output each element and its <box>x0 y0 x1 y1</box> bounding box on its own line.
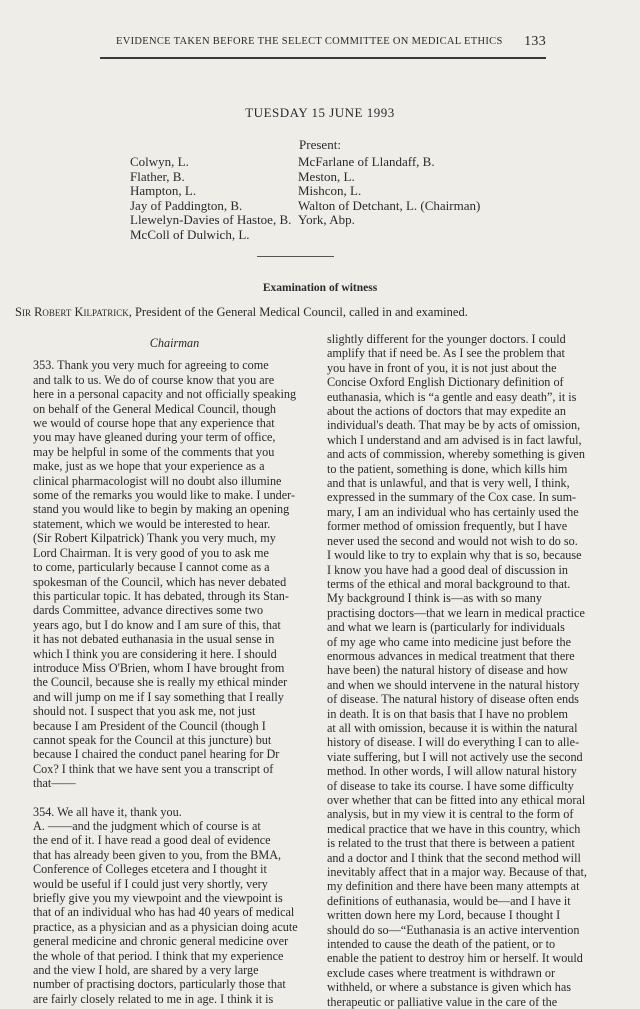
text-line: and the view I hold, are shared by a very large <box>33 963 259 978</box>
text-line: individual's death. That may be by acts of omission, <box>327 418 581 433</box>
member-name: Meston, L. <box>298 168 355 184</box>
text-line: Lord Chairman. It is very good of you to ask me <box>33 545 269 560</box>
text-line: stand you would like to begin by making an opening <box>33 502 290 517</box>
text-line: euthanasia, which is “a gentle and easy death”, it is <box>327 389 577 404</box>
text-line: 354. We all have it, thank you. <box>33 804 182 819</box>
text-line: I would like to try to explain why that is so, because <box>327 548 582 563</box>
session-date: TUESDAY 15 JUNE 1993 <box>245 105 395 120</box>
text-line: enormous advances in medical treatment that there <box>327 648 575 663</box>
text-line: viate suffering, but I will not actively use the second <box>327 749 583 764</box>
text-line: at all with omission, because it is within the natural <box>327 720 578 735</box>
text-line: of disease. The natural history of disease often ends <box>327 692 579 707</box>
text-line: dards Committee, advance directives some two <box>33 603 264 618</box>
witness-description: , President of the General Medical Council, called in and examined. <box>128 305 468 319</box>
witness-name: Sir Robert Kilpatrick <box>15 305 129 319</box>
text-line: that of an individual who has had 40 years of medical <box>33 905 295 920</box>
text-line: Cox? I think that we have sent you a transcript of <box>33 761 274 776</box>
text-line: spokesman of the Council, which has never debated <box>33 574 287 589</box>
question-354 <box>33 805 316 819</box>
text-line: some of the remarks you would like to make. I under- <box>33 488 296 503</box>
text-line: intended to cause the death of the patient, or to <box>327 937 556 952</box>
text-line: number of practising doctors, particularly those that <box>33 977 286 992</box>
text-line: you may have gleaned during your term of office, <box>33 430 276 445</box>
header-rule <box>100 57 546 59</box>
text-line: the end of it. I have read a good deal of evidence <box>33 833 271 848</box>
text-line: may be helpful in some of the comments that you <box>33 444 275 459</box>
answer-353 <box>33 531 316 790</box>
text-line: introduce Miss O'Brien, whom I have brought from <box>33 660 285 675</box>
text-line: enable the patient to destroy him or herself. It would <box>327 951 583 966</box>
text-line: years ago, but I do know and I am sure of this, that <box>33 617 281 632</box>
member-name: Mishcon, L. <box>298 183 362 199</box>
witness-line <box>15 305 635 320</box>
text-line: of disease to take its course. I have some difficulty <box>327 778 574 793</box>
right-column <box>327 332 610 1009</box>
text-line: analysis, but in my view it is central to the form of <box>327 807 574 822</box>
text-line: My background I think is—as with so many <box>327 591 542 606</box>
text-line: my definition and there have been many attempts at <box>327 879 580 894</box>
text-line: cannot speak for the Council at this juncture) but <box>33 732 272 747</box>
text-line: it has not debated euthanasia in the usual sense in <box>33 632 275 647</box>
member-name: Colwyn, L. <box>130 154 189 169</box>
text-line: exclude cases where treatment is withdrawn or <box>327 965 556 980</box>
running-title: EVIDENCE TAKEN BEFORE THE SELECT COMMITTEE ON MEDICAL ETHICS <box>116 36 503 47</box>
question-353 <box>33 358 316 531</box>
text-line: which I think you are considering it here. I should <box>33 646 277 661</box>
text-line: A. ——and the judgment which of course is at <box>33 819 261 833</box>
text-line: practising doctors—that we learn in medical practice <box>327 605 585 620</box>
member-name: Jay of Paddington, B. <box>130 197 243 213</box>
member-name: Flather, B. <box>130 168 185 184</box>
text-line: and when we should intervene in the natural history <box>327 677 580 692</box>
text-line: have been) the natural history of disease and how <box>327 663 568 678</box>
text-line: therapeutic or palliative value in the care of the <box>327 994 558 1009</box>
text-line: clinical pharmacologist will no doubt also illumine <box>33 473 282 488</box>
left-column <box>33 330 316 1006</box>
text-line: amplify that if need be. As I see the problem that <box>327 346 565 361</box>
text-line: Conference of Colleges etcetera and I thought it <box>33 862 267 877</box>
text-line: and a doctor and I think that the second method will <box>327 850 581 865</box>
text-line: which I understand and am advised is in fact lawful, <box>327 432 582 447</box>
text-line: withheld, or where a substance is given which has <box>327 980 572 995</box>
member-name: Llewelyn-Davies of Hastoe, B. <box>130 212 292 228</box>
text-line: to the patient, something is done, which kills him <box>327 461 568 476</box>
text-line: history of disease. I will do everything I can to alle- <box>327 735 580 750</box>
text-line: that has already been given to you, from the BMA, <box>33 847 282 862</box>
text-line: the Council, because she is really my ethical minder <box>33 675 288 690</box>
text-line: statement, which we would be interested to hear. <box>33 516 271 531</box>
examination-title: Examination of witness <box>262 282 378 294</box>
text-line: over whether that can be fitted into any ethical moral <box>327 793 586 807</box>
member-name: McFarlane of Llandaff, B. <box>298 154 435 169</box>
text-line: in death. It is on that basis that I have no problem <box>327 706 568 721</box>
member-name: York, Abp. <box>298 212 355 228</box>
text-line: here in a personal capacity and not officially speaking <box>33 387 297 402</box>
page-number: 133 <box>524 34 546 49</box>
text-line: (Sir Robert Kilpatrick) Thank you very much, my <box>33 531 276 546</box>
text-line: we would of course hope that any experience that <box>33 416 275 431</box>
text-line: Concise Oxford English Dictionary definition of <box>327 375 564 390</box>
text-line: should not. I suspect that you ask me, not just <box>33 704 256 719</box>
text-line: medical practice that we have in this country, which <box>327 821 581 836</box>
text-line: practice, as a physician and as a physician doing acute <box>33 919 298 934</box>
text-line: this particular topic. It has debated, through its Stan- <box>33 588 289 603</box>
answer-354 <box>33 819 316 1006</box>
text-line: and what we learn is (particularly for individuals <box>327 620 565 635</box>
text-line: and acts of commission, whereby something is given <box>327 447 585 462</box>
text-line: briefly give you my viewpoint and the viewpoint is <box>33 891 283 906</box>
text-line: are fairly closely related to me in age. I think it is <box>33 991 274 1006</box>
text-line: because I am President of the Council (though I <box>33 718 266 733</box>
member-name: Walton of Detchant, L. (Chairman) <box>298 197 481 213</box>
text-line: and will jump on me if I say something that I really <box>33 689 284 704</box>
text-line: definitions of euthanasia, would be—and I have it <box>327 893 571 908</box>
text-line: you have in front of you, it is not just about the <box>327 360 557 375</box>
text-line: slightly different for the younger doctors. I could <box>327 332 566 346</box>
paragraph-gap <box>33 791 316 805</box>
text-line: on behalf of the General Medical Council, though <box>33 401 277 416</box>
text-line: former method of omission frequently, but I have <box>327 519 568 534</box>
text-line: inevitably affect that in a major way. Because of that, <box>327 865 587 880</box>
text-line: because I chaired the conduct panel hearing for Dr <box>33 747 280 762</box>
text-line: of my age who came into medicine just before the <box>327 634 572 649</box>
text-line: is related to the trust that there is between a patient <box>327 836 575 851</box>
members-right-list <box>298 155 480 228</box>
present-label: Present: <box>299 137 341 152</box>
text-line: the whole of that period. I think that my experience <box>33 948 284 963</box>
members-left-list <box>130 155 291 243</box>
section-divider <box>257 256 334 257</box>
answer-continued <box>327 332 610 1009</box>
text-line: never used the second and would not wish to do so. <box>327 533 578 548</box>
text-line: terms of the ethical and moral background to that. <box>327 576 571 591</box>
text-line: written down here my Lord, because I thought I <box>327 908 561 923</box>
text-line: and talk to us. We do of course know that you are <box>33 372 275 387</box>
member-name: McColl of Dulwich, L. <box>130 226 250 242</box>
text-line: about the actions of doctors that may expedite an <box>327 404 566 419</box>
text-line: 353. Thank you very much for agreeing to come <box>33 358 269 373</box>
text-line: that—— <box>33 776 76 791</box>
text-line: would be useful if I could just very shortly, very <box>33 876 268 891</box>
text-line: and that is unlawful, and that is very well, I think, <box>327 476 570 491</box>
text-line: method. In other words, I will allow natural history <box>327 764 577 779</box>
speaker-heading: Chairman <box>149 336 200 350</box>
text-line: mary, I am an individual who has certainly used the <box>327 504 579 519</box>
text-line: make, just as we hope that your experience as a <box>33 459 265 474</box>
text-line: expressed in the summary of the Cox case. In sum- <box>327 490 577 505</box>
text-line: should do so—“Euthanasia is an active intervention <box>327 922 580 937</box>
text-line: I know you have had a good deal of discussion in <box>327 562 568 577</box>
member-name: Hampton, L. <box>130 183 197 199</box>
text-line: general medicine and chronic general medicine over <box>33 934 289 949</box>
text-line: to come, particularly because I cannot come as a <box>33 560 270 575</box>
